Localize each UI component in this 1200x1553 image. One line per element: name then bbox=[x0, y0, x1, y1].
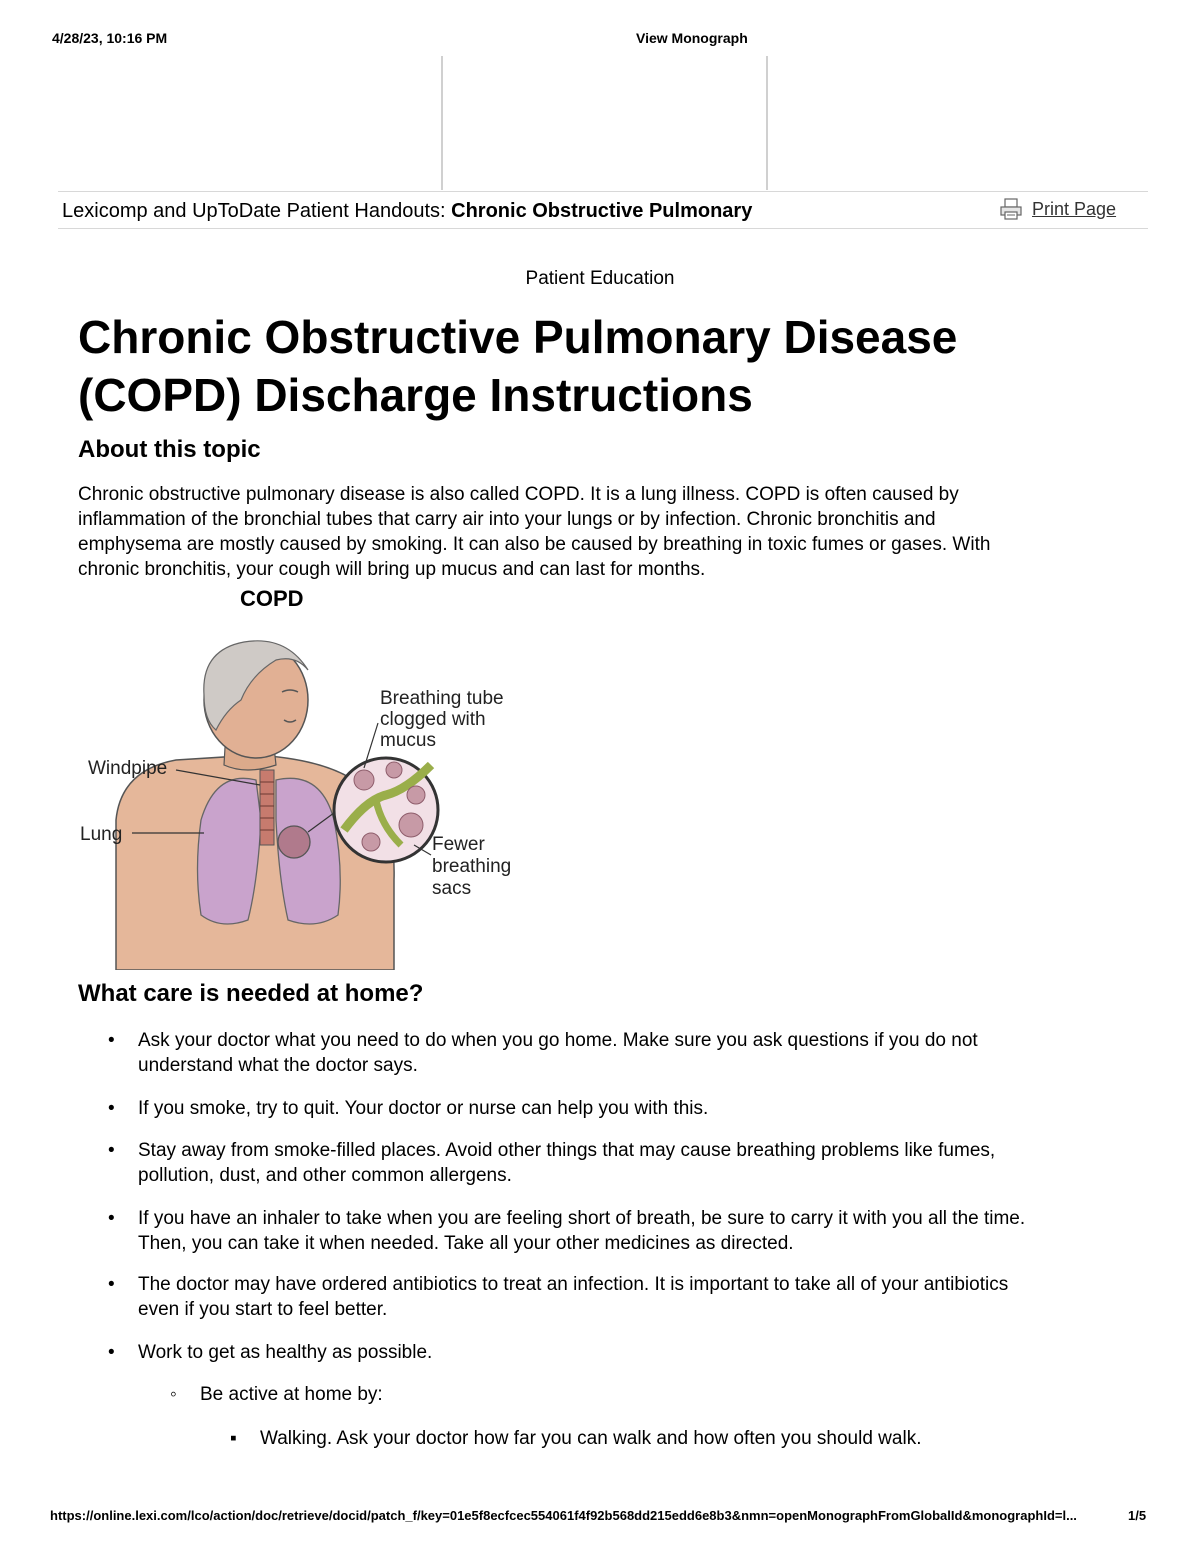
label-fewer: Fewer bbox=[432, 834, 485, 855]
label-clogged-with: clogged with bbox=[380, 709, 486, 730]
toolbar-title bbox=[62, 200, 752, 223]
list-item-line: even if you start to feel better. bbox=[138, 1299, 388, 1320]
list-item bbox=[108, 1340, 432, 1365]
embedded-frame bbox=[441, 56, 768, 190]
list-item bbox=[108, 1272, 1008, 1322]
page-title-line-2: (COPD) Discharge Instructions bbox=[78, 369, 753, 421]
list-item bbox=[108, 1096, 708, 1121]
list-item-line: Then, you can take it when needed. Take all your other medicines as directed. bbox=[138, 1233, 794, 1254]
list-item bbox=[108, 1206, 1025, 1256]
care-heading: What care is needed at home? bbox=[78, 980, 424, 1007]
label-breathing-tube: Breathing tube bbox=[380, 688, 504, 709]
print-page-button[interactable] bbox=[1000, 198, 1116, 220]
bullet-icon: • bbox=[108, 1030, 115, 1051]
bullet-icon: • bbox=[108, 1342, 115, 1363]
circle-bullet-icon: ◦ bbox=[170, 1384, 177, 1405]
figure-title: COPD bbox=[240, 586, 304, 611]
bullet-icon: • bbox=[108, 1140, 115, 1161]
print-footer-url: https://online.lexi.com/lco/action/doc/retrieve/docid/patch_f/key=01e5f8ecfcec554061f4f92b568dd215edd6e8b3&nmn=openMonographFromGlobalId&monographId=l... bbox=[50, 1508, 1077, 1523]
print-page-title: View Monograph bbox=[636, 30, 748, 46]
square-bullet-icon: ▪ bbox=[230, 1428, 237, 1449]
list-item-line: Work to get as healthy as possible. bbox=[138, 1342, 433, 1363]
section-label: Patient Education bbox=[525, 268, 675, 289]
about-line: Chronic obstructive pulmonary disease is also called COPD. It is a lung illness. COPD is often caused by bbox=[78, 484, 959, 505]
print-footer-page: 1/5 bbox=[1128, 1508, 1147, 1523]
list-item-line: Stay away from smoke-filled places. Avoid other things that may cause breathing problems like fumes, bbox=[138, 1140, 996, 1161]
sub-sub-list-item bbox=[230, 1426, 921, 1451]
label-breathing: breathing bbox=[432, 856, 512, 877]
about-line: chronic bronchitis, your cough will bring up mucus and can last for months. bbox=[78, 559, 706, 580]
label-lung: Lung bbox=[80, 824, 123, 845]
bullet-icon: • bbox=[108, 1274, 115, 1295]
bullet-icon: • bbox=[108, 1208, 115, 1229]
list-item-line: The doctor may have ordered antibiotics to treat an infection. It is important to take all of your antibiotics bbox=[138, 1274, 1009, 1295]
list-item-line: pollution, dust, and other common allergens. bbox=[138, 1165, 512, 1186]
copd-illustration bbox=[76, 620, 546, 970]
sub-list-item-text: Be active at home by: bbox=[200, 1384, 383, 1405]
print-timestamp: 4/28/23, 10:16 PM bbox=[52, 30, 168, 46]
page-title bbox=[78, 308, 1138, 424]
doc-title-label: Chronic Obstructive Pulmonary bbox=[451, 200, 753, 222]
about-heading: About this topic bbox=[78, 436, 261, 463]
list-item-line: Ask your doctor what you need to do when you go home. Make sure you ask questions if you do not bbox=[138, 1030, 978, 1051]
lung-detail-spot bbox=[278, 826, 310, 858]
list-item-line: understand what the doctor says. bbox=[138, 1055, 418, 1076]
list-item bbox=[108, 1138, 995, 1188]
printer-icon bbox=[1000, 198, 1022, 220]
list-item-line: If you have an inhaler to take when you are feeling short of breath, be sure to carry it with you all the time. bbox=[138, 1208, 1026, 1229]
bullet-icon: • bbox=[108, 1098, 115, 1119]
sub-sub-list-item-text: Walking. Ask your doctor how far you can walk and how often you should walk. bbox=[260, 1428, 922, 1449]
print-page-link[interactable]: Print Page bbox=[1032, 198, 1117, 219]
windpipe-shape bbox=[260, 770, 274, 845]
list-item bbox=[108, 1028, 978, 1078]
about-paragraph bbox=[78, 482, 1138, 582]
source-label: Lexicomp and UpToDate Patient Handouts: bbox=[62, 200, 446, 222]
handout-toolbar bbox=[58, 191, 1148, 229]
list-item-line: If you smoke, try to quit. Your doctor or nurse can help you with this. bbox=[138, 1098, 709, 1119]
about-line: emphysema are mostly caused by smoking. It can also be caused by breathing in toxic fumes or gases. With bbox=[78, 534, 991, 555]
label-sacs: sacs bbox=[432, 878, 472, 899]
sub-list-item bbox=[170, 1382, 383, 1407]
about-line: inflammation of the bronchial tubes that carry air into your lungs or by infection. Chronic bronchitis and bbox=[78, 509, 936, 530]
page-title-line-1: Chronic Obstructive Pulmonary Disease bbox=[78, 311, 958, 363]
label-windpipe: Windpipe bbox=[88, 758, 168, 779]
label-mucus: mucus bbox=[380, 730, 436, 751]
